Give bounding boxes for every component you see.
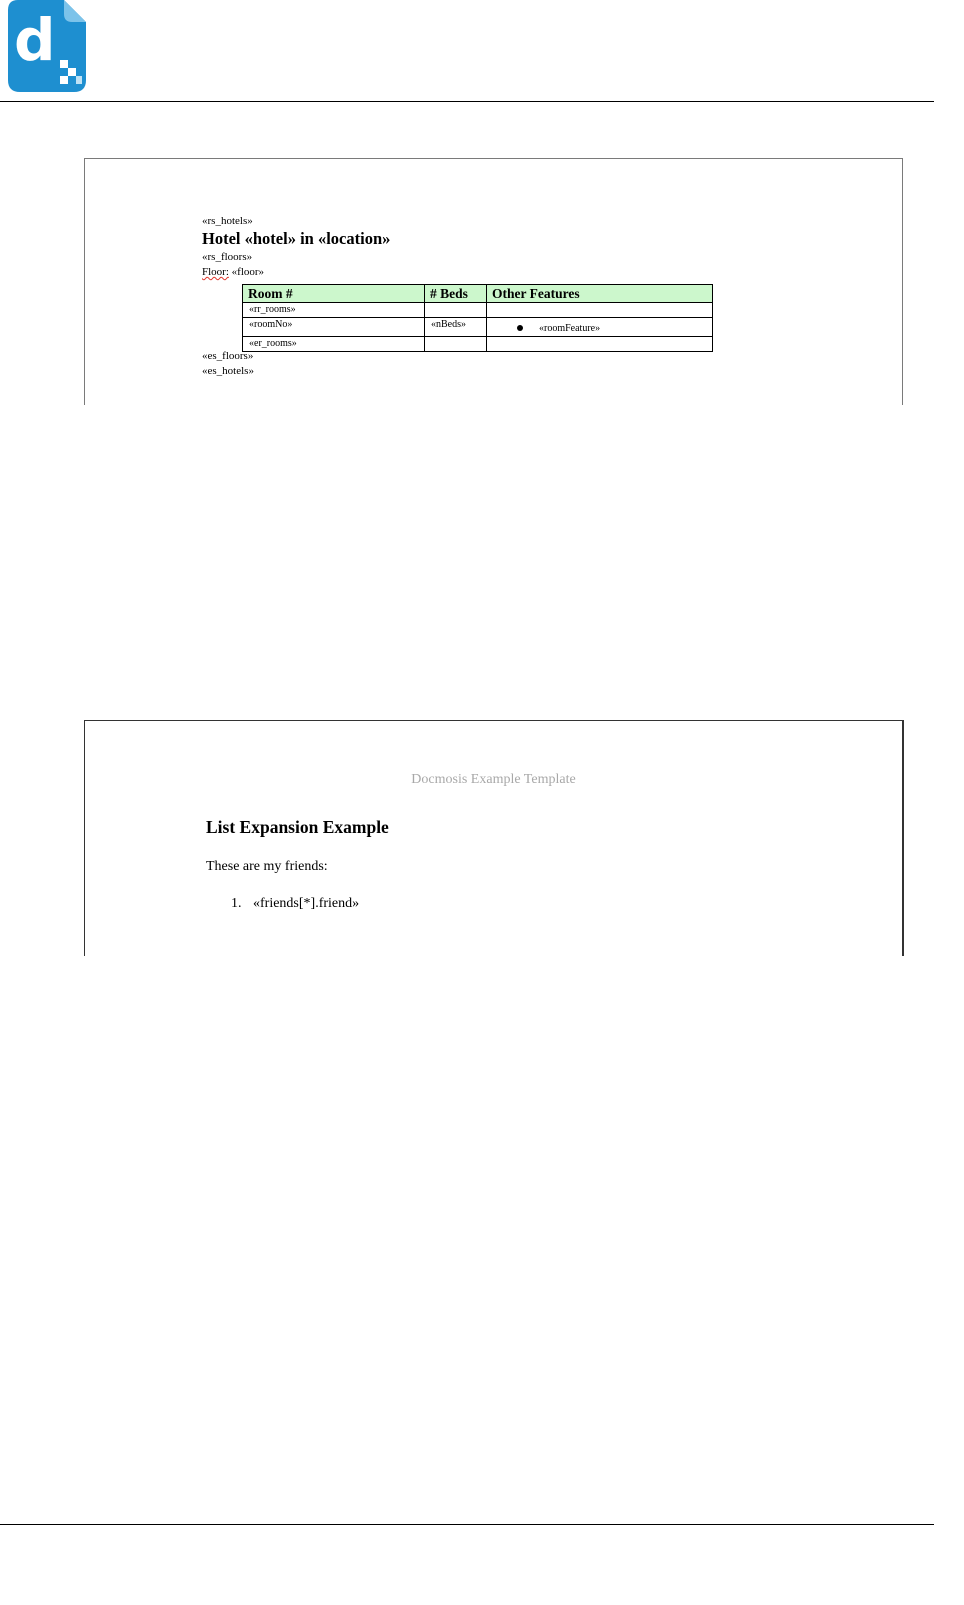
floor-field: «floor» xyxy=(228,266,265,278)
rs-hotels-field: «rs_hotels» xyxy=(202,215,253,227)
list-expansion-screenshot xyxy=(84,720,904,956)
rs-floors-field: «rs_floors» xyxy=(202,251,253,263)
page-header-text: Docmosis Example Template xyxy=(411,772,576,787)
bullet-icon xyxy=(517,325,523,331)
floor-line xyxy=(202,266,264,279)
hotel-heading: Hotel «hotel» in «location» xyxy=(202,229,391,248)
table-cell: «rr_rooms» xyxy=(243,303,425,318)
list-number: 1. xyxy=(231,896,242,911)
table-row xyxy=(243,318,713,337)
footer-rule xyxy=(0,1524,934,1525)
table-row xyxy=(243,337,713,352)
floor-label: Floor: xyxy=(202,266,229,278)
table-cell: «er_rooms» xyxy=(243,337,425,352)
table-cell: «roomNo» xyxy=(243,318,425,337)
table-header-row xyxy=(243,285,713,303)
table-cell xyxy=(487,318,713,337)
hotel-template-screenshot xyxy=(84,158,903,405)
table-cell xyxy=(487,337,713,352)
es-hotels-field: «es_hotels» xyxy=(202,365,254,377)
table-row xyxy=(243,303,713,318)
table-cell: «nBeds» xyxy=(425,318,487,337)
header-room: Room # xyxy=(243,285,425,303)
header-beds: # Beds xyxy=(425,285,487,303)
header-features: Other Features xyxy=(487,285,713,303)
rooms-table xyxy=(242,284,713,352)
table-cell xyxy=(425,337,487,352)
es-floors-field: «es_floors» xyxy=(202,350,254,362)
room-feature-field: «roomFeature» xyxy=(539,323,601,334)
docmosis-logo xyxy=(8,0,86,92)
list-item-field: «friends[*].friend» xyxy=(253,896,360,911)
table-cell xyxy=(425,303,487,318)
intro-text: These are my friends: xyxy=(206,859,328,874)
header-rule xyxy=(0,101,934,102)
table-cell xyxy=(487,303,713,318)
list-title: List Expansion Example xyxy=(206,817,389,837)
svg-text:d: d xyxy=(14,6,56,74)
list-item xyxy=(231,896,359,912)
